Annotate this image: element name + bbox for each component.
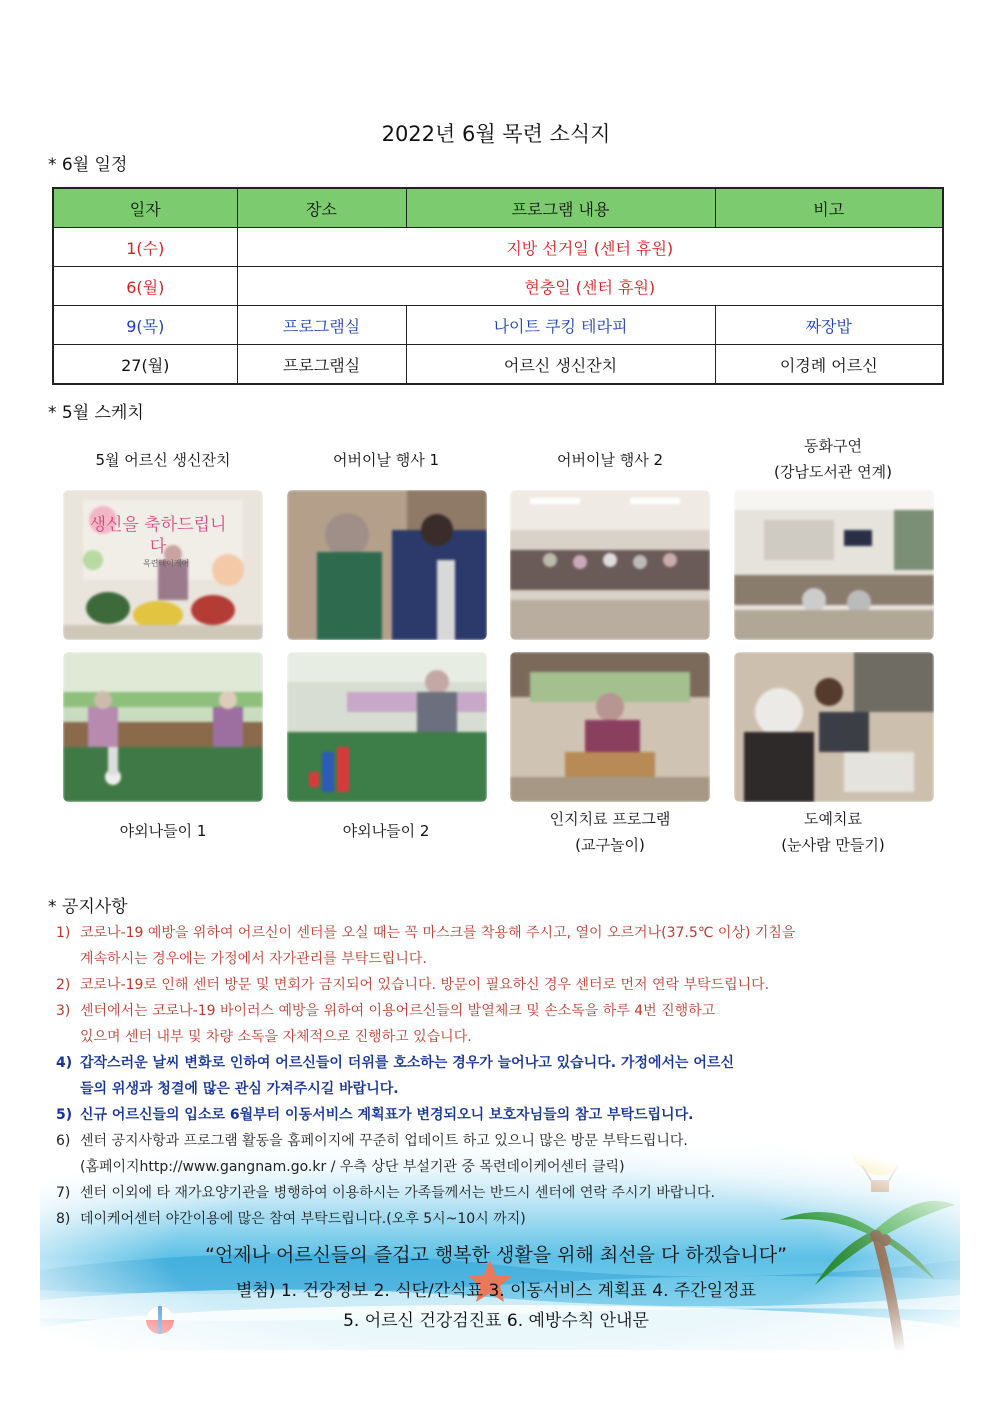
notice-text-continued: 있으며 센터 내부 및 차량 소독을 자체적으로 진행하고 있습니다. xyxy=(80,1029,472,1045)
notice-number: 2) xyxy=(56,977,71,993)
header-date: 일자 xyxy=(53,188,237,228)
notice-number: 4) xyxy=(56,1055,73,1071)
table-header-row xyxy=(53,188,943,228)
notice-item xyxy=(56,1102,936,1128)
photo-outing-1 xyxy=(63,652,263,802)
notice-number: 5) xyxy=(56,1107,73,1123)
notice-item xyxy=(56,1128,936,1180)
photo-cognitive-program xyxy=(510,652,710,802)
header-program: 프로그램 내용 xyxy=(406,188,715,228)
caption-line: 도예치료 xyxy=(804,810,862,828)
sketch-heading: * 5월 스케치 xyxy=(48,403,144,423)
header-note: 비고 xyxy=(715,188,943,228)
caption-outing-2: 야외나들이 2 xyxy=(342,822,430,840)
notice-number: 1) xyxy=(56,925,71,941)
table-row xyxy=(53,267,943,306)
notice-text: 코로나-19 예방을 위하여 어르신이 센터를 오실 때는 꼭 마스크를 착용해 주시고, 열이 오르거나(37.5℃ 이상) 기침을 xyxy=(80,925,796,941)
closing-quote: “언제나 어르신들의 즐겁고 행복한 생활을 위해 최선을 다 하겠습니다” xyxy=(205,1244,787,1266)
caption-line: (눈사람 만들기) xyxy=(781,836,885,854)
caption-line: 동화구연 xyxy=(804,437,862,455)
photo-pottery-therapy xyxy=(734,652,934,802)
caption-line: (교구놀이) xyxy=(575,836,645,854)
notice-number: 8) xyxy=(56,1211,71,1227)
row-date: 9(목) xyxy=(53,306,237,345)
caption-line: 인지치료 프로그램 xyxy=(549,810,671,828)
photo-outing-2 xyxy=(287,652,487,802)
caption-parents-day-2: 어버이날 행사 2 xyxy=(556,451,664,469)
notice-text: 데이케어센터 야간이용에 많은 참여 부탁드립니다.(오후 5시~10시 까지) xyxy=(80,1211,526,1227)
row-program: 나이트 쿠킹 테라피 xyxy=(406,306,715,345)
caption-storytelling xyxy=(728,433,938,485)
row-program: 어르신 생신잔치 xyxy=(406,345,715,385)
row-note: 짜장밥 xyxy=(715,306,943,345)
caption-line: (강남도서관 연계) xyxy=(774,463,892,481)
caption-birthday: 5월 어르신 생신잔치 xyxy=(95,451,231,469)
notice-text-continued: 들의 위생과 청결에 많은 관심 가져주시길 바랍니다. xyxy=(80,1081,399,1097)
header-place: 장소 xyxy=(237,188,406,228)
notice-text: 센터 이외에 타 재가요양기관을 병행하여 이용하시는 가족들께서는 반드시 센터에 연락 주시기 바랍니다. xyxy=(80,1185,715,1201)
notice-text-continued: (홈페이지http://www.gangnam.go.kr / 우측 상단 부설기관 중 목련데이케어센터 클릭) xyxy=(80,1159,625,1175)
notice-text: 센터 공지사항과 프로그램 활동을 홈페이지에 꾸준히 업데이트 하고 있으니 많은 방문 부탁드립니다. xyxy=(80,1133,688,1149)
table-row xyxy=(53,306,943,345)
row-place: 프로그램실 xyxy=(237,306,406,345)
notice-item xyxy=(56,920,936,972)
schedule-table xyxy=(52,187,944,385)
caption-pottery xyxy=(728,806,938,858)
caption-cognitive xyxy=(505,806,715,858)
notice-number: 7) xyxy=(56,1185,71,1201)
banner-text: 생신을 축하드립니다 xyxy=(89,515,227,557)
attachments-line-1: 별첨) 1. 건강정보 2. 식단/간식표 3. 이동서비스 계획표 4. 주간일정표 xyxy=(235,1281,756,1301)
notice-number: 6) xyxy=(56,1133,71,1149)
notice-item xyxy=(56,972,936,998)
row-holiday: 현충일 (센터 휴원) xyxy=(237,267,943,306)
notice-item xyxy=(56,1206,936,1232)
notice-item xyxy=(56,1050,936,1102)
notice-text: 갑작스러운 날씨 변화로 인하여 어르신들이 더위를 호소하는 경우가 늘어나고 있습니다. 가정에서는 어르신 xyxy=(80,1055,734,1071)
attachments-line-2: 5. 어르신 건강검진표 6. 예방수칙 안내문 xyxy=(343,1311,649,1331)
row-date: 27(월) xyxy=(53,345,237,385)
notice-text: 센터에서는 코로나-19 바이러스 예방을 위하여 이용어르신들의 발열체크 및 손소독을 하루 4번 진행하고 xyxy=(80,1003,716,1019)
photo-parents-day-1 xyxy=(287,490,487,640)
photo-parents-day-2 xyxy=(510,490,710,640)
notice-item xyxy=(56,998,936,1050)
notice-number: 3) xyxy=(56,1003,71,1019)
page-title: 2022년 6월 목련 소식지 xyxy=(381,122,611,146)
notice-text: 코로나-19로 인해 센터 방문 및 면회가 금지되어 있습니다. 방문이 필요하신 경우 센터로 먼저 연락 부탁드립니다. xyxy=(80,977,770,993)
table-row xyxy=(53,345,943,385)
row-date: 1(수) xyxy=(53,228,237,267)
banner-small-text: 목련데이케어 xyxy=(143,559,190,568)
notice-heading: * 공지사항 xyxy=(48,897,128,917)
notice-list xyxy=(56,920,936,1232)
notice-text: 신규 어르신들의 입소로 6월부터 이동서비스 계획표가 변경되오니 보호자님들의 참고 부탁드립니다. xyxy=(80,1107,694,1123)
row-place: 프로그램실 xyxy=(237,345,406,385)
caption-outing-1: 야외나들이 1 xyxy=(119,822,207,840)
row-holiday: 지방 선거일 (센터 휴원) xyxy=(237,228,943,267)
photo-storytelling xyxy=(734,490,934,640)
schedule-heading: * 6월 일정 xyxy=(48,155,128,175)
row-date: 6(월) xyxy=(53,267,237,306)
table-row xyxy=(53,228,943,267)
notice-item xyxy=(56,1180,936,1206)
row-note: 이경례 어르신 xyxy=(715,345,943,385)
caption-parents-day-1: 어버이날 행사 1 xyxy=(332,451,440,469)
notice-text-continued: 계속하시는 경우에는 가정에서 자가관리를 부탁드립니다. xyxy=(80,951,427,967)
